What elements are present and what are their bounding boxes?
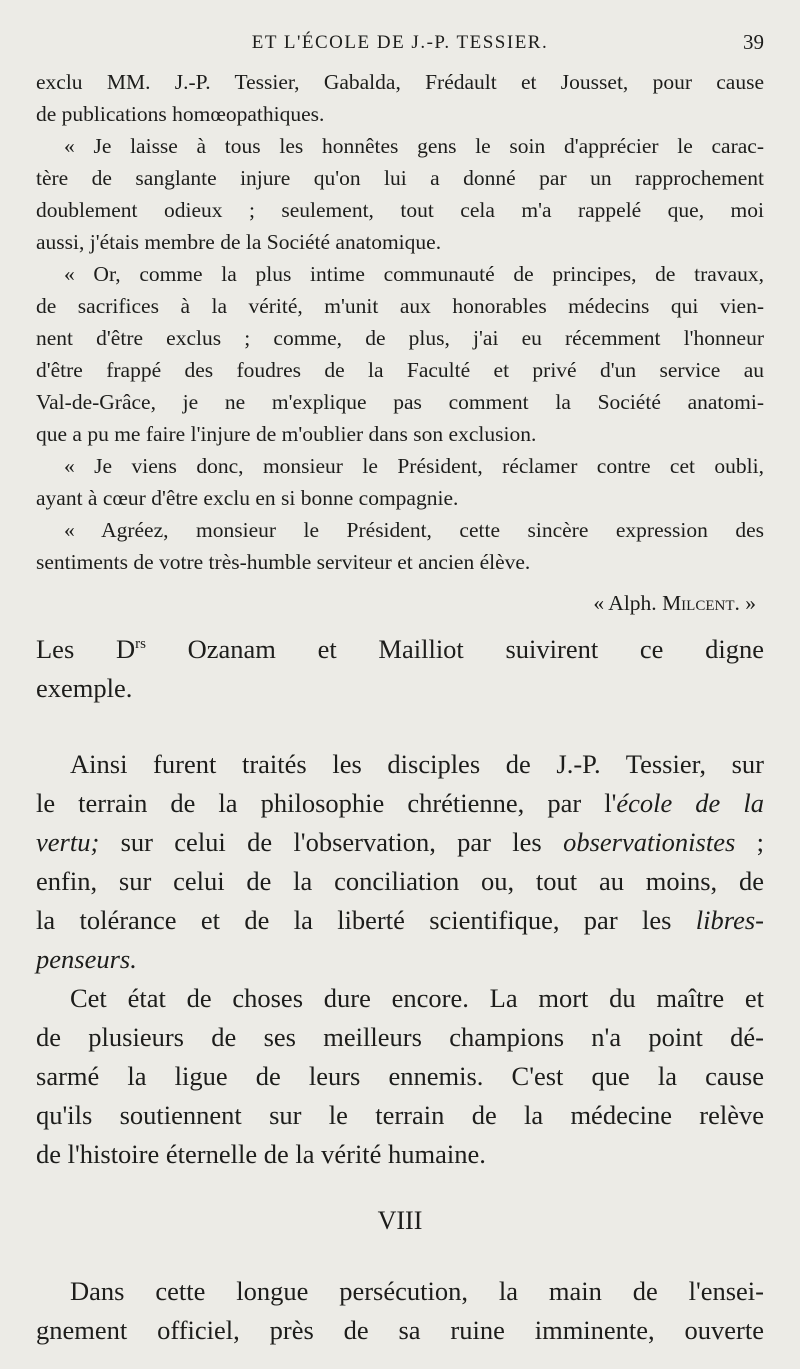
text-line: sarmé la ligue de leurs ennemis. C'est que la cause [36,1061,764,1091]
section-heading: VIII [377,1206,423,1235]
text-line: de sacrifices à la vérité, m'unit aux honorables médecins qui vien- [36,294,764,318]
running-title: ET L'ÉCOLE DE J.-P. TESSIER. [251,32,549,53]
text-line: « Je viens donc, monsieur le Président, réclamer contre cet oubli, [64,454,764,478]
text-line: vertu; sur celui de l'observation, par les observationistes ; [36,827,764,857]
text-line: « Je laisse à tous les honnêtes gens le soin d'apprécier le carac- [64,134,764,158]
signature-name: Milcent [662,591,735,615]
text-line: que a pu me faire l'injure de m'oublier dans son exclusion. [36,422,537,446]
text-line: doublement odieux ; seulement, tout cela m'a rappelé que, moi [36,198,764,222]
text-line: sentiments de votre très-humble serviteur et ancien élève. [36,550,531,574]
text-line: tère de sanglante injure qu'on lui a donné par un rapprochement [36,166,764,190]
text-line: d'être frappé des foudres de la Faculté et privé d'un service au [36,358,764,382]
text-line: Les $D^{rs}$ Ozanam et Mailliot suivirent ce digne [36,634,764,664]
text-line: aussi, j'étais membre de la Société anatomique. [36,230,442,254]
text-line: gnement officiel, près de sa ruine imminente, ouverte [36,1315,764,1345]
text-line: la tolérance et de la liberté scientifique, par les libres- [36,905,764,935]
text-line: Ainsi furent traités les disciples de J.-P. Tessier, sur [70,749,764,779]
text-line: « Or, comme la plus intime communauté de principes, de travaux, [64,262,764,286]
text-line: « Agréez, monsieur le Président, cette sincère expression des [64,518,764,542]
text-line: le terrain de la philosophie chrétienne, par l'école de la [36,788,764,818]
text-line: Dans cette longue persécution, la main de l'ensei- [70,1276,764,1306]
page-header [36,26,764,60]
letter-signature: « Alph. Milcent. » [593,591,756,615]
text-line: penseurs. [36,944,137,974]
text-line: Cet état de choses dure encore. La mort du maître et [70,983,764,1013]
text-line: exemple. [36,673,133,703]
text-line: nent d'être exclus ; comme, de plus, j'ai eu récemment l'honneur [36,326,764,350]
page-number: 39 [743,30,764,54]
text-line: de publications homœopathiques. [36,102,325,126]
text-line: de plusieurs de ses meilleurs champions n'a point dé- [36,1022,764,1052]
text-line: ayant à cœur d'être exclu en si bonne compagnie. [36,486,459,510]
text-line: exclu MM. J.-P. Tessier, Gabalda, Frédault et Jousset, pour cause [36,70,764,94]
text-line: enfin, sur celui de la conciliation ou, tout au moins, de [36,866,764,896]
text-line: Val-de-Grâce, je ne m'explique pas comment la Société anatomi- [36,390,764,414]
text-line: de l'histoire éternelle de la vérité humaine. [36,1139,486,1169]
text-line: qu'ils soutiennent sur le terrain de la médecine relève [36,1100,764,1130]
